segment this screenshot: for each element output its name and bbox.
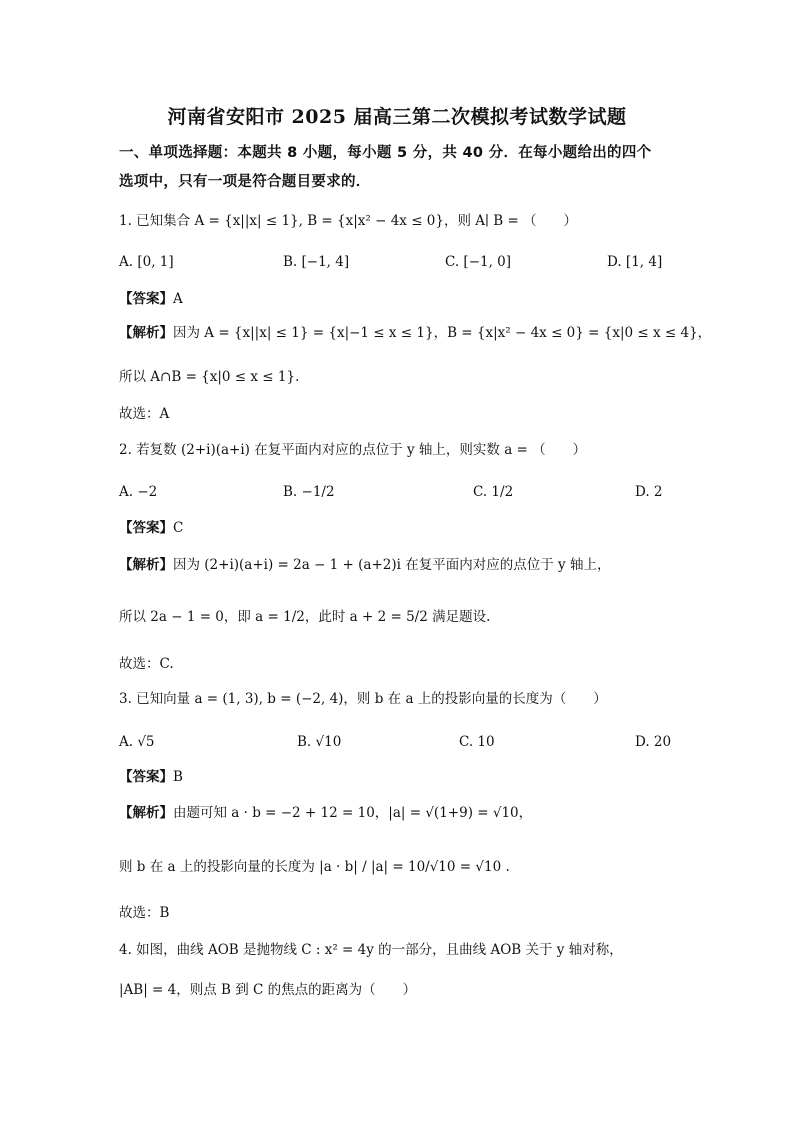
- q3-option-c: C. 10: [459, 734, 495, 750]
- analysis-tag: 【解析】: [119, 325, 173, 341]
- section-heading-line2: 选项中，只有一项是符合题目要求的．: [119, 174, 371, 190]
- q2-answer: [119, 518, 183, 538]
- q3-answer-value: B: [173, 769, 183, 785]
- q2-analysis-line1: [119, 555, 610, 575]
- q2-option-a: A. −2: [119, 484, 158, 500]
- section-heading-line1: 一、单项选择题：本题共 8 小题，每小题 5 分，共 40 分．在每小题给出的四个: [119, 145, 652, 161]
- q4-stem-line2: |AB| = 4，则点 B 到 C 的焦点的距离为（ ）: [119, 982, 417, 998]
- answer-tag: 【答案】: [119, 291, 173, 307]
- q2-option-d: D. 2: [635, 484, 663, 500]
- q1-option-c: C. [−1, 0]: [445, 254, 512, 270]
- q3-stem: 3. 已知向量 a = (1, 3), b = (−2, 4)，则 b 在 a 上的投影向量的长度为（ ）: [119, 691, 607, 707]
- q1-option-b: B. [−1, 4]: [283, 254, 350, 270]
- q2-option-b: B. −1/2: [283, 484, 335, 500]
- q3-analysis-line2: 则 b 在 a 上的投影向量的长度为 |a · b| / |a| = 10/√10 = √10 .: [119, 859, 510, 875]
- q3-analysis-text1: 由题可知 a · b = −2 + 12 = 10，|a| = √(1+9) = √10，: [173, 805, 533, 821]
- q1-stem: 1. 已知集合 A = {x||x| ≤ 1}, B = {x|x² − 4x ≤ 0}，则 A∣ B = （ ）: [119, 213, 578, 229]
- q1-answer-value: A: [173, 291, 183, 307]
- q3-conclusion: 故选：B: [119, 905, 170, 921]
- q3-option-a: A. √5: [119, 734, 155, 750]
- q2-analysis-text1: 因为 (2+i)(a+i) = 2a − 1 + (a+2)i 在复平面内对应的点位于 y 轴上，: [173, 557, 611, 573]
- q3-option-d: D. 20: [635, 734, 672, 750]
- q2-analysis-line2: 所以 2a − 1 = 0，即 a = 1/2，此时 a + 2 = 5/2 满足题设.: [119, 609, 491, 625]
- q2-option-c: C. 1/2: [473, 484, 514, 500]
- q2-stem: 2. 若复数 (2+i)(a+i) 在复平面内对应的点位于 y 轴上，则实数 a = （ ）: [119, 442, 587, 458]
- q3-answer: [119, 767, 183, 787]
- q1-analysis-text1: 因为 A = {x||x| ≤ 1} = {x|−1 ≤ x ≤ 1}，B = {x|x² − 4x ≤ 0} = {x|0 ≤ x ≤ 4}，: [173, 325, 712, 341]
- q3-analysis-line1: [119, 803, 532, 823]
- q4-stem-line1: 4. 如图，曲线 AOB 是抛物线 C : x² = 4y 的一部分，且曲线 AOB 关于 y 轴对称，: [119, 942, 623, 958]
- q3-option-b: B. √10: [297, 734, 342, 750]
- answer-tag: 【答案】: [119, 520, 173, 536]
- analysis-tag: 【解析】: [119, 557, 173, 573]
- q1-option-d: D. [1, 4]: [607, 254, 663, 270]
- q2-conclusion: 故选：C.: [119, 656, 174, 672]
- q1-conclusion: 故选：A: [119, 406, 170, 422]
- q1-analysis-line1: [119, 323, 711, 343]
- q1-analysis-line2: 所以 A∩B = {x|0 ≤ x ≤ 1}.: [119, 369, 300, 385]
- answer-tag: 【答案】: [119, 769, 173, 785]
- q1-answer: [119, 289, 183, 309]
- q2-answer-value: C: [173, 520, 184, 536]
- page-title: 河南省安阳市 2025 届高三第二次模拟考试数学试题: [167, 106, 627, 128]
- q1-option-a: A. [0, 1]: [119, 254, 174, 270]
- analysis-tag: 【解析】: [119, 805, 173, 821]
